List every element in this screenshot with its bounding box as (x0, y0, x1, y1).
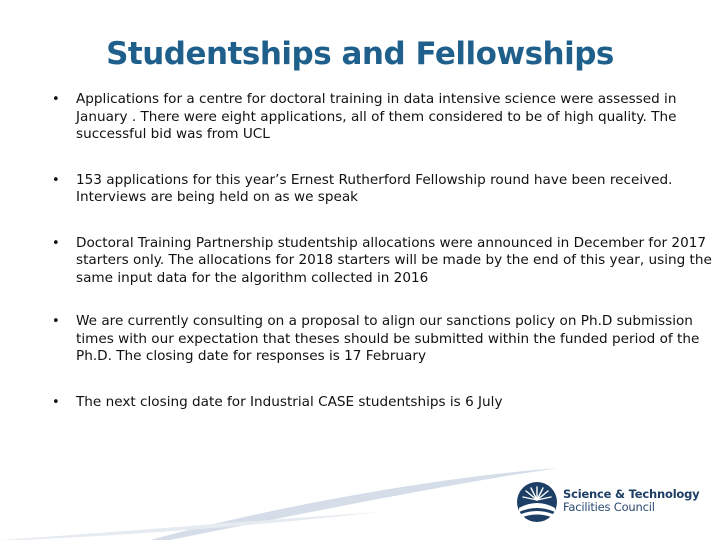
bullet-dot-icon: • (52, 394, 60, 410)
bullet-item (52, 394, 714, 412)
bullet-dot-icon: • (52, 172, 60, 188)
bullet-dot-icon: • (52, 235, 60, 251)
logo-wordmark (563, 488, 699, 514)
bullet-text: We are currently consulting on a proposal to align our sanctions policy on Ph.D submission times with our expectation that theses should be submitted within the funded period of the Ph.D. The closing date for responses is 17 February (76, 313, 700, 364)
bullet-dot-icon: • (52, 314, 60, 329)
bullet-item (52, 313, 714, 366)
bullet-text: Doctoral Training Partnership studentship allocations were announced in December for 2017 starters only. The allocations for 2018 starters will be made by the end of this year, using the same input data for the algorithm collected in 2016 (76, 234, 712, 286)
bullet-text: The next closing date for Industrial CASE studentships is 6 July (76, 393, 503, 410)
bullet-list (52, 91, 714, 439)
bullet-dot-icon: • (52, 92, 60, 107)
bullet-text: Applications for a centre for doctoral training in data intensive science were assessed in January . There were eight applications, all of them considered to be of high quality. The successful bid was from UCL (76, 91, 677, 142)
logo-line-2: Facilities Council (563, 500, 655, 514)
bullet-item (52, 91, 714, 144)
bullet-item (52, 172, 714, 207)
bullet-item (52, 235, 714, 288)
logo-line-1: Science & Technology (563, 487, 700, 501)
slide-title: Studentships and Fellowships (106, 36, 614, 72)
bullet-text: 153 applications for this year’s Ernest Rutherford Fellowship round have been received. Interviews are being held on as we speak (76, 171, 673, 205)
